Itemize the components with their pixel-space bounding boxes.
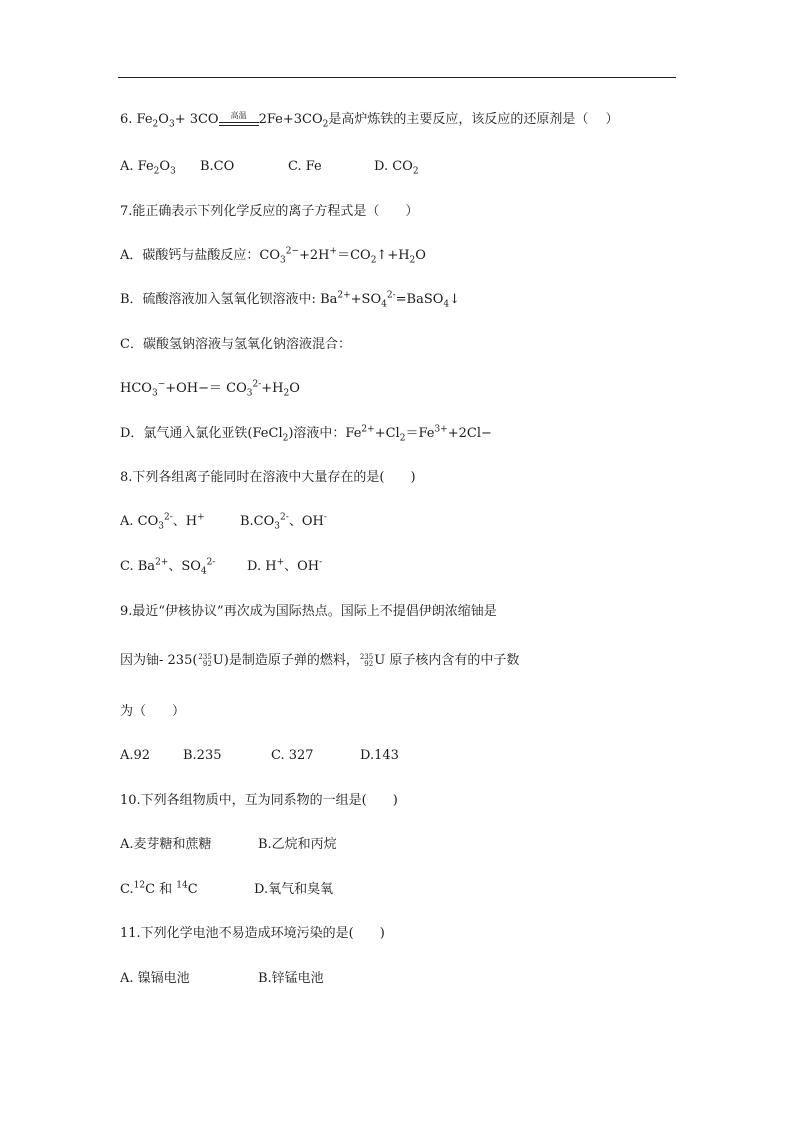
question-9-line2: 因为铀- 235( 235 92 U)是制造原子弹的燃料， 235 92 U 原子核内含有的中子数: [120, 652, 520, 668]
q10-options-cd: [120, 882, 333, 898]
q7-option-a[interactable]: A．碳酸钙与盐酸反应：$CO_3^{2-}+2H^+=CO_2↑+H_2O$: [120, 246, 426, 266]
q6-text: + 3CO: [174, 112, 219, 127]
q6-sub: 2: [152, 119, 159, 130]
option-c[interactable]: C.$^{12}$C 和 $^{14}$C: [120, 880, 198, 897]
nuclide-notation: 235 92: [359, 652, 374, 668]
q7-option-d[interactable]: D．氯气通入氯化亚铁(FeCl$_2$)溶液中：$Fe^{2+}+Cl_2=Fe^{3+}+2Cl-$: [120, 424, 492, 444]
option-b[interactable]: B.乙烷和丙烷: [258, 837, 337, 852]
option-a[interactable]: A.麦芽糖和蔗糖: [120, 837, 212, 852]
q6-text: 2Fe+3CO: [258, 112, 323, 127]
option-a[interactable]: A. $CO_3^{2-}$、H+: [120, 512, 205, 532]
q8-options-cd: [120, 559, 322, 575]
option-d[interactable]: D.氧气和臭氧: [254, 882, 334, 897]
q6-text: 是高炉炼铁的主要反应，该反应的还原剂是（ ）: [328, 112, 619, 127]
q10-options-ab: [120, 837, 337, 853]
question-11-stem: 11.下列化学电池不易造成环境污染的是( ): [120, 926, 385, 941]
q9-options: [120, 748, 399, 764]
q7-option-c-equation: $HCO_3^-+OH-= CO_3^{2-}+H_2O$: [120, 379, 300, 399]
reaction-condition-arrow: [219, 113, 259, 126]
question-7-stem: 7.能正确表示下列化学反应的离子方程式是（ ）: [120, 204, 419, 219]
q6-options: [120, 159, 419, 175]
option-c[interactable]: C. Fe: [288, 159, 322, 174]
option-c[interactable]: C. $Ba^{2+}$、$SO_4^{2-}$: [120, 557, 216, 577]
question-9-line1: 9.最近“伊核协议”再次成为国际热点。国际上不提倡伊朗浓缩铀是: [120, 604, 497, 619]
option-a[interactable]: A. $Fe_2O_3$: [120, 159, 176, 177]
option-d[interactable]: D. $CO_2$: [374, 159, 419, 177]
q6-text: O: [158, 112, 169, 127]
option-b[interactable]: $B.CO_3^{2-}$、OH-: [240, 512, 327, 532]
option-d[interactable]: D.143: [360, 748, 399, 763]
question-10-stem: 10.下列各组物质中，互为同系物的一组是( ): [120, 793, 398, 808]
option-a[interactable]: A.92: [120, 748, 151, 763]
option-b[interactable]: B.CO: [200, 159, 235, 174]
question-8-stem: 8.下列各组离子能同时在溶液中大量存在的是( ): [120, 470, 416, 485]
question-6: [120, 112, 619, 128]
q11-options-ab: [120, 971, 324, 987]
q6-text: 6. Fe: [120, 112, 153, 127]
nuclide-notation: 235 92: [198, 652, 212, 668]
q8-options-ab: [120, 514, 327, 530]
option-d[interactable]: D. H+、OH-: [247, 557, 323, 574]
option-a[interactable]: A. 镍镉电池: [120, 971, 190, 986]
option-b[interactable]: B.锌锰电池: [258, 971, 324, 986]
option-b[interactable]: B.235: [183, 748, 222, 763]
header-rule: [118, 77, 676, 78]
q6-sub: 2: [322, 119, 329, 130]
q7-option-c-stem[interactable]: C．碳酸氢钠溶液与氢氧化钠溶液混合：: [120, 337, 351, 352]
q7-option-b[interactable]: B．硫酸溶液加入氢氧化钡溶液中: $Ba^{2+}+SO_4^{2-}=BaSO_4↓$: [120, 290, 461, 310]
question-9-line3: 为（ ）: [120, 704, 186, 719]
condition-label: 高温: [230, 111, 247, 120]
q6-sub: 3: [168, 119, 175, 130]
option-c[interactable]: C. 327: [271, 748, 314, 763]
